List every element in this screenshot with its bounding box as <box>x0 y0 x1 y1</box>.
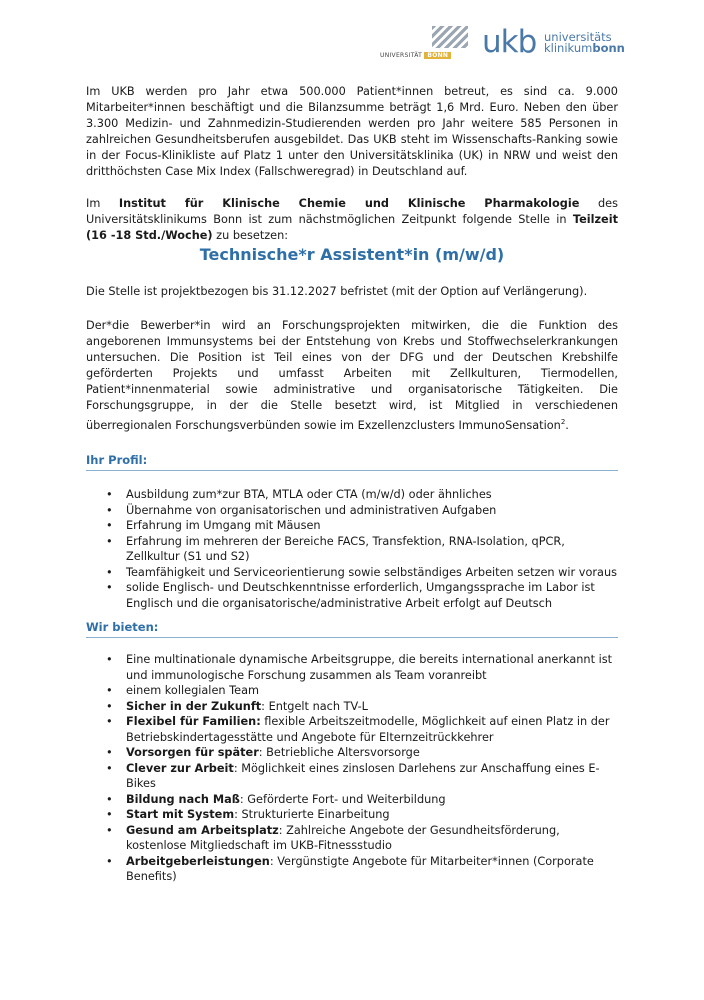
header-logos <box>376 24 625 66</box>
list-item: • Vorsorgen für später: Betriebliche Altersvorsorge <box>86 745 618 761</box>
list-item: • Bildung nach Maß: Geförderte Fort- und Weiterbildung <box>86 792 618 808</box>
list-item: • Flexibel für Familien: flexible Arbeitszeitmodelle, Möglichkeit auf einen Platz in der Betriebskindertagesstätte und Angebote für Elternzeitrückkehrer <box>86 714 618 745</box>
university-logo-text: UNIVERSITÄT <box>380 52 423 59</box>
limitation-section <box>86 284 618 300</box>
list-item: • Eine multinationale dynamische Arbeitsgruppe, die bereits international anerkannt ist und immunologische Forschung zusammen als Team voranreibt <box>86 652 618 683</box>
ukb-logo-mark: ukb <box>482 24 537 60</box>
list-item: • Übernahme von organisatorischen und administrativen Aufgaben <box>86 503 618 519</box>
working-hours: Teilzeit (16 -18 Std./Woche) <box>86 213 618 242</box>
list-item: • Sicher in der Zukunft: Entgelt nach TV-L <box>86 699 618 715</box>
institute-name: Institut für Klinische Chemie und Klinische Pharmakologie <box>118 197 580 210</box>
description-section <box>86 318 618 434</box>
university-bonn-logo <box>376 26 468 66</box>
profile-list <box>86 487 618 611</box>
institute-paragraph: Im Institut für Klinische Chemie und Klinische Pharmakologie des Universitätsklinikums Bonn ist zum nächstmöglichen Zeitpunkt folgende Stelle in Teilzeit (16 -18 Std./Woche) zu besetzen: <box>86 197 618 242</box>
list-item: • Gesund am Arbeitsplatz: Zahlreiche Angebote der Gesundheitsförderung, kostenlose Mitgliedschaft im UKB-Fitnessstudio <box>86 823 618 854</box>
description-paragraph: Der*die Bewerber*in wird an Forschungsprojekten mitwirken, die die Funktion des angeborenen Immunsystems bei der Entstehung von Krebs und Stoffwechselerkrankungen untersuchen. Die Position ist Teil eines von der DFG und der Deutschen Krebshilfe geförderten Projekts und umfasst Arbeiten mit Zellkulturen, Tiermodellen, Patient*innenmaterial sowie administrative und organisatorische Tätigkeiten. Die Forschungsgruppe, in der die Stelle besetzt wird, ist Mitglied in verschiedenen überregionalen Forschungsverbünden sowie im Exzellenzclusters ImmunoSensation$^2$. <box>86 319 618 432</box>
intro-section <box>86 84 618 180</box>
institute-section <box>86 196 618 244</box>
job-title: Technische*r Assistent*in (m/w/d) <box>199 245 505 264</box>
list-item: • Start mit System: Strukturierte Einarbeitung <box>86 807 618 823</box>
intro-paragraph: Im UKB werden pro Jahr etwa 500.000 Patient*innen betreut, es sind ca. 9.000 Mitarbeiter*innen beschäftigt und die Bilanzsumme beträgt 1,6 Mrd. Euro. Neben den über 3.300 Medizin- und Zahnmedizin-Studierenden werden pro Jahr weitere 585 Personen in zahlreichen Gesundheitsberufen ausgebildet. Das UKB steht im Wissenschafts-Ranking sowie in der Focus-Klinikliste auf Platz 1 unter den Universitätsklinika (UK) in NRW und weist den dritthöchsten Case Mix Index (Fallschweregrad) in Deutschland auf. <box>86 85 618 178</box>
list-item: • Teamfähigkeit und Serviceorientierung sowie selbständiges Arbeiten setzen wir voraus <box>86 565 618 581</box>
list-item: • Erfahrung im mehreren der Bereiche FACS, Transfektion, RNA-Isolation, qPCR, Zellkultur (S1 und S2) <box>86 534 618 565</box>
list-item: • Clever zur Arbeit: Möglichkeit eines zinslosen Darlehens zur Anschaffung eines E-Bikes <box>86 761 618 792</box>
list-item: • einem kollegialen Team <box>86 683 618 699</box>
university-logo-graphic <box>432 26 468 48</box>
profile-heading: Ihr Profil: <box>86 453 618 471</box>
offer-heading: Wir bieten: <box>86 620 618 638</box>
list-item: • solide Englisch- und Deutschkenntnisse erforderlich, Umgangssprache im Labor ist Englisch und die organisatorische/administrative Arbeit erfolgt auf Deutsch <box>86 580 618 611</box>
offer-list <box>86 652 618 885</box>
university-logo-bonn: BONN <box>424 52 451 59</box>
ukb-logo-text: universitäts klinikumbonn <box>544 30 625 55</box>
limitation-paragraph: Die Stelle ist projektbezogen bis 31.12.2027 befristet (mit der Option auf Verlängerung). <box>86 285 588 298</box>
list-item: • Erfahrung im Umgang mit Mäusen <box>86 518 618 534</box>
list-item: • Ausbildung zum*zur BTA, MTLA oder CTA (m/w/d) oder ähnliches <box>86 487 618 503</box>
list-item: • Arbeitgeberleistungen: Vergünstigte Angebote für Mitarbeiter*innen (Corporate Benefits) <box>86 854 618 885</box>
